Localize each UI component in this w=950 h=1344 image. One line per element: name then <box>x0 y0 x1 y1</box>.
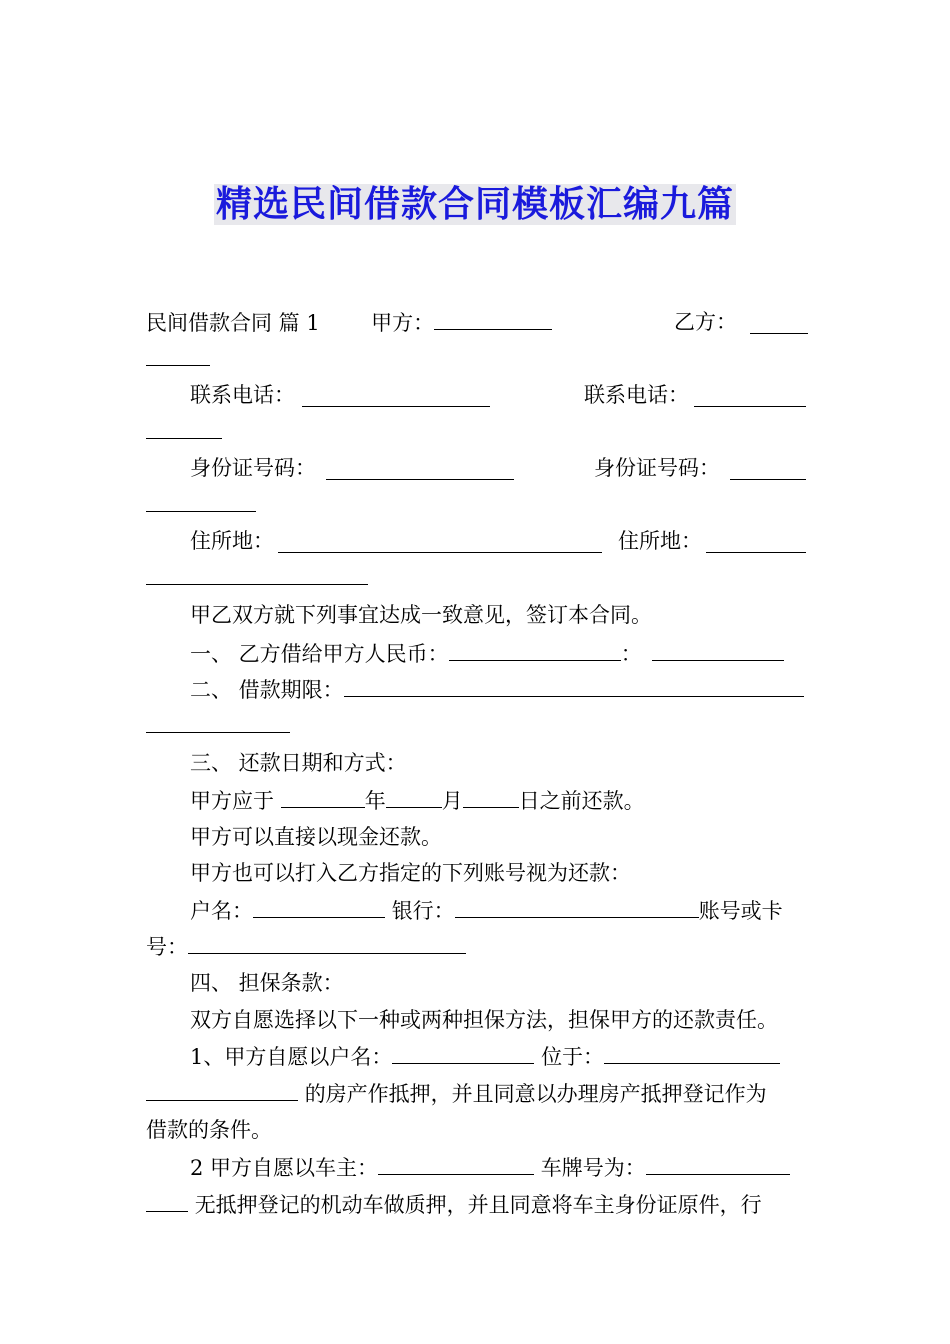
addr-b-blank <box>706 530 806 553</box>
g2-plate-blank <box>646 1152 790 1175</box>
party-a-blank <box>434 307 552 330</box>
party-b-blank <box>750 311 808 334</box>
g1-owner-label: 1、甲方自愿以户名： <box>190 1045 393 1069</box>
g1-owner-blank <box>392 1041 534 1064</box>
guarantee-2-cont <box>146 1189 806 1220</box>
term-blank-cont <box>146 710 290 733</box>
clause-3: 三、 还款日期和方式： <box>190 751 407 775</box>
agreement-line: 甲乙双方就下列事宜达成一致意见，签订本合同。 <box>190 603 652 627</box>
continuation-line <box>146 489 806 520</box>
id-label-b: 身份证号码： <box>594 456 720 480</box>
day-text: 日之前还款。 <box>518 789 645 813</box>
bank-blank <box>455 895 699 918</box>
addr-b-blank-cont <box>146 562 368 585</box>
g2-plate-label: 车牌号为： <box>540 1156 646 1180</box>
contract-heading: 民间借款合同 篇 1 <box>146 311 320 335</box>
card-number-label: 号： <box>146 935 188 959</box>
g1-text: 的房产作抵押，并且同意以办理房产抵押登记作为 <box>304 1082 767 1106</box>
phone-a-blank <box>302 384 490 407</box>
party-b-blank-cont <box>146 343 210 366</box>
id-b-blank <box>730 457 806 480</box>
year-blank <box>281 785 365 808</box>
g1-location-label: 位于： <box>541 1045 605 1069</box>
guarantee-line: 双方自愿选择以下一种或两种担保方法，担保甲方的还款责任。 <box>190 1008 778 1032</box>
addr-label-b: 住所地： <box>618 529 702 553</box>
guarantee-1-end: 借款的条件。 <box>146 1118 272 1142</box>
account-name-label: 户名： <box>190 899 253 923</box>
g2-owner-blank <box>378 1152 534 1175</box>
document-title <box>0 176 950 227</box>
cash-line: 甲方可以直接以现金还款。 <box>190 825 442 849</box>
continuation-line <box>146 562 806 593</box>
phone-label-a: 联系电话： <box>190 383 295 407</box>
guarantee-2-line <box>190 1152 806 1183</box>
month-blank <box>386 785 442 808</box>
term-blank <box>344 674 804 697</box>
account-card-label: 账号或卡 <box>698 899 783 923</box>
clause-1 <box>190 638 806 669</box>
id-label-a: 身份证号码： <box>190 456 316 480</box>
card-number-blank <box>188 931 466 954</box>
card-number-line <box>146 931 806 962</box>
repay-date-line <box>190 785 806 816</box>
g2-text: 无抵押登记的机动车做质押，并且同意将车主身份证原件，行 <box>194 1193 762 1217</box>
g1-location-blank-cont <box>146 1078 298 1101</box>
colon-text: ： <box>620 642 642 666</box>
phone-b-blank <box>694 384 806 407</box>
month-text: 月 <box>441 789 463 813</box>
bank-label: 银行： <box>391 899 455 923</box>
guarantee-1-line <box>190 1041 806 1072</box>
clause-4: 四、 担保条款： <box>190 971 344 995</box>
party-b-label: 乙方： <box>674 310 737 334</box>
account-intro-line: 甲方也可以打入乙方指定的下列账号视为还款： <box>190 861 631 885</box>
phone-b-blank-cont <box>146 416 222 439</box>
title-text: 精选民间借款合同模板汇编九篇 <box>215 184 734 225</box>
addr-a-blank <box>278 530 602 553</box>
phone-label-b: 联系电话： <box>584 383 689 407</box>
g1-location-blank <box>604 1041 780 1064</box>
g2-owner-label: 2 甲方自愿以车主： <box>190 1156 379 1180</box>
g2-plate-blank-cont <box>146 1189 188 1212</box>
continuation-line <box>146 343 806 374</box>
party-a-label: 甲方： <box>371 311 435 335</box>
account-line <box>190 895 806 926</box>
guarantee-1-cont <box>146 1078 806 1109</box>
continuation-line <box>146 710 806 741</box>
clause-2-text: 二、 借款期限： <box>190 678 344 702</box>
day-blank <box>463 785 519 808</box>
account-name-blank <box>253 895 385 918</box>
party-row <box>146 307 806 338</box>
amount-blank <box>449 638 621 661</box>
continuation-line <box>146 416 806 447</box>
clause-2 <box>190 674 806 705</box>
id-b-blank-cont <box>146 489 256 512</box>
clause-1-text: 一、 乙方借给甲方人民币： <box>190 642 449 666</box>
id-a-blank <box>326 457 514 480</box>
repay-prefix: 甲方应于 <box>190 789 274 813</box>
amount-upper-blank <box>652 638 784 661</box>
addr-label-a: 住所地： <box>190 529 274 553</box>
year-text: 年 <box>364 789 386 813</box>
